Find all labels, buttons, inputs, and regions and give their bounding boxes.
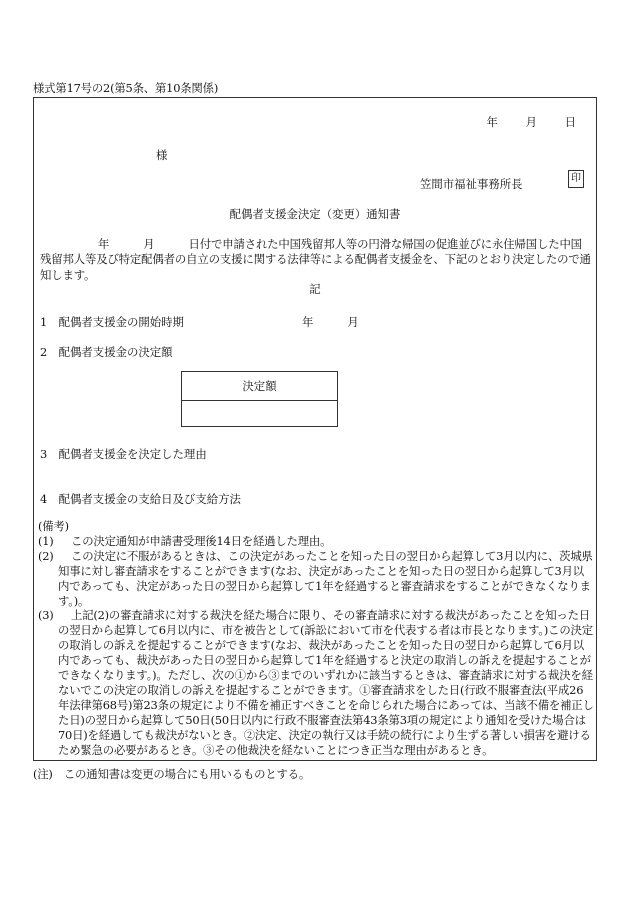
- remark-number: (1): [38, 533, 54, 548]
- remark-text: 上記(2)の審査請求に対する裁決を経た場合に限り、その審査請求に対する裁決があったことを知った日の翌日から起算して6月以内に、市を被告として(訴訟において市を代表する者は市長となります。)この決定の取消しの訴えを提起することができます(なお、裁決があったことを知った日の翌日から起算して6月以内であっても、裁決があった日の翌日から起算して1年を経過すると決定の取消しの訴えを提起することができなくなります。)。ただし、次の①から③までのいずれかに該当するときは、審査請求に対する裁決を経ないでこの決定の取消しの訴えを提起することができます。①審査請求をした日(行政不服審査法(平成26年法律第68号)第23条の規定により不備を補正すべきことを命じられた場合にあっては、当該不備を補正した日)の翌日から起算して50日(50日以内に行政不服審査法第43条第3項の規定により通知を受けた場合は70日)を経過しても裁決がないとき。②決定、決定の執行又は手続の続行により生ずる著しい損害を避けるため緊急の必要があるとき。③その他裁決を経ないことにつき正当な理由があるとき。: [58, 608, 594, 757]
- item-reason-label: 3 配偶者支援金を決定した理由: [40, 447, 207, 461]
- date-month: 月: [525, 115, 537, 129]
- remark-text: この決定通知が申請書受理後14日を経過した理由。: [71, 533, 332, 548]
- footnote: (注) この通知書は変更の場合にも用いるものとする。: [33, 767, 311, 781]
- form-reference: 様式第17号の2(第5条、第10条関係): [33, 81, 219, 95]
- intro-month: 月: [143, 237, 155, 251]
- intro-year: 年: [98, 237, 110, 251]
- document-title: 配偶者支援金決定（変更）通知書: [229, 207, 401, 221]
- date-line: [463, 114, 576, 130]
- item-amount-label: 2 配偶者支援金の決定額: [40, 345, 173, 359]
- remark-number: (2): [38, 548, 54, 563]
- item-start-label: 1 配偶者支援金の開始時期: [40, 315, 184, 329]
- remark-entry: [38, 534, 594, 549]
- intro-paragraph: [40, 237, 592, 283]
- item-start-date: [302, 314, 359, 330]
- remarks-section: [38, 519, 594, 758]
- issuer-name: 笠間市福祉事務所長: [420, 177, 523, 191]
- decision-amount-cell: [182, 401, 337, 427]
- decision-amount-header: 決定額: [182, 372, 337, 401]
- remarks-heading: (備考): [38, 519, 69, 533]
- record-label: 記: [309, 282, 321, 296]
- remark-entry: [38, 608, 594, 757]
- date-day: 日: [564, 115, 576, 129]
- remark-entry: [38, 549, 594, 609]
- item-start-month: 月: [347, 315, 359, 329]
- remark-number: (3): [38, 608, 54, 623]
- addressee-suffix: 様: [156, 148, 168, 162]
- intro-text: 日付で申請された中国残留邦人等の円滑な帰国の促進並びに永住帰国した中国残留邦人等及び特定配偶者の自立の支援に関する法律等による配偶者支援金を、下記のとおり決定したので通知します。: [40, 237, 591, 282]
- date-year: 年: [486, 115, 498, 129]
- item-payment-label: 4 配偶者支援金の支給日及び支給方法: [40, 492, 241, 506]
- item-start-year: 年: [302, 315, 314, 329]
- notice-frame: [33, 97, 597, 761]
- decision-amount-table: [181, 371, 338, 427]
- seal-mark: 印: [568, 170, 584, 188]
- remark-text: この決定に不服があるときは、この決定があったことを知った日の翌日から起算して3月以内に、茨城県知事に対し審査請求をすることができます(なお、決定があったことを知った日の翌日から起算して3月以内であっても、決定があった日の翌日から起算して1年を経過すると審査請求をすることができなくなります。)。: [58, 548, 593, 608]
